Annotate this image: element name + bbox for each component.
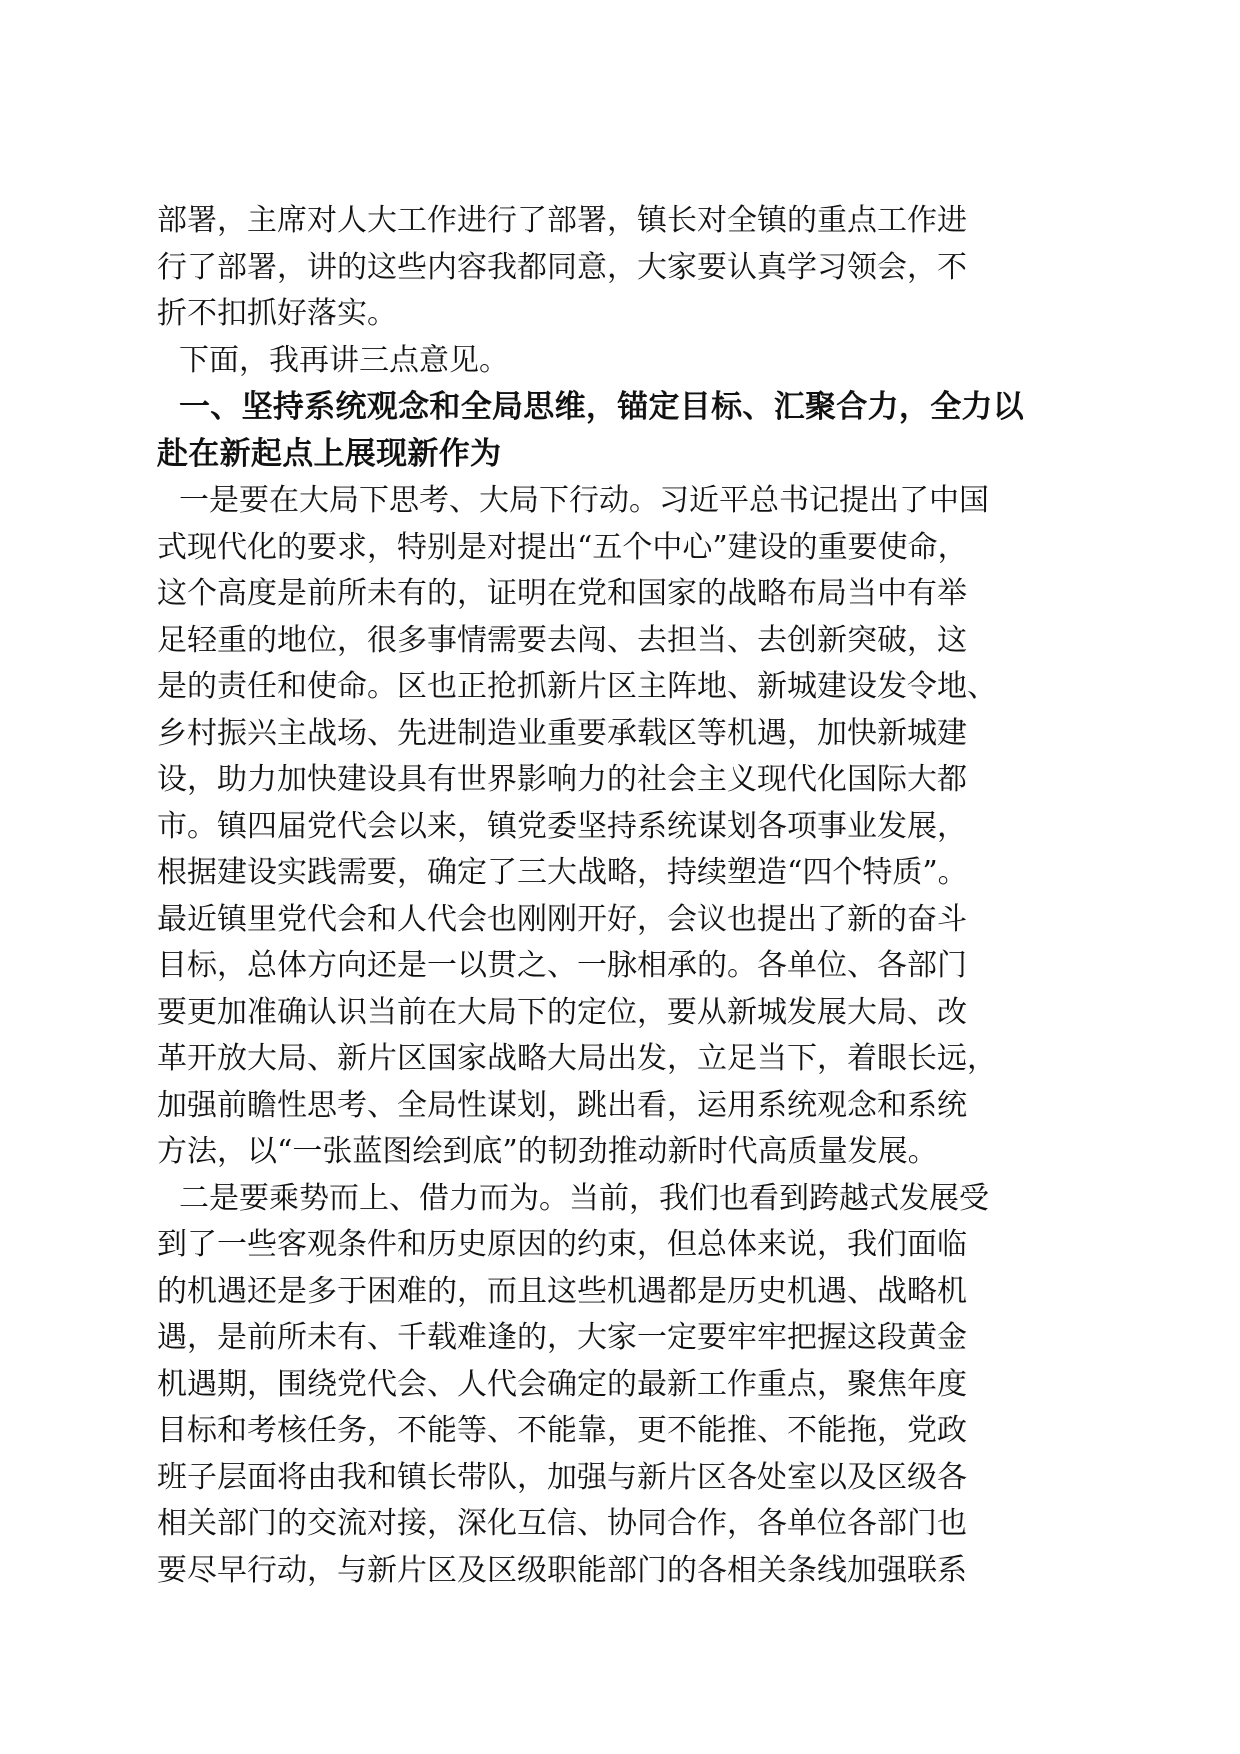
text-line: 足轻重的地位，很多事情需要去闯、去担当、去创新突破，这	[157, 622, 967, 658]
text-line: 遇，是前所未有、千载难逢的，大家一定要牢牢把握这段黄金	[157, 1320, 967, 1355]
paragraph-opening	[157, 198, 1087, 338]
text-line: 二是要乘势而上、借力而为。当前，我们也看到跨越式发展受	[179, 1180, 989, 1216]
text-line: 目标和考核任务，不能等、不能靠，更不能推、不能拖，党政	[157, 1413, 967, 1448]
document-body	[157, 198, 1087, 1594]
text-line: 式现代化的要求，特别是对提出“五个中心”建设的重要使命，	[157, 529, 968, 565]
text-line: 设，助力加快建设具有世界影响力的社会主义现代化国际大都	[157, 762, 967, 797]
text-line: 市。镇四届党代会以来，镇党委坚持系统谋划各项事业发展，	[157, 808, 967, 844]
paragraph-intro	[157, 338, 1087, 385]
text-line: 这个高度是前所未有的，证明在党和国家的战略布局当中有举	[157, 576, 967, 611]
text-line: 相关部门的交流对接，深化互信、协同合作，各单位各部门也	[157, 1506, 967, 1541]
text-line: 折不扣抓好落实。	[157, 296, 397, 331]
text-line: 下面，我再讲三点意见。	[179, 342, 509, 378]
text-line: 行了部署，讲的这些内容我都同意，大家要认真学习领会，不	[157, 249, 967, 285]
text-line: 一是要在大局下思考、大局下行动。习近平总书记提出了中国	[179, 483, 989, 518]
text-line: 班子层面将由我和镇长带队，加强与新片区各处室以及区级各	[157, 1459, 967, 1495]
paragraph-point-one	[157, 478, 1087, 1176]
text-line: 目标，总体方向还是一以贯之、一脉相承的。各单位、各部门	[157, 948, 967, 983]
text-line: 的机遇还是多于困难的，而且这些机遇都是历史机遇、战略机	[157, 1273, 967, 1309]
text-line: 最近镇里党代会和人代会也刚刚开好，会议也提出了新的奋斗	[157, 901, 967, 937]
text-line: 部署，主席对人大工作进行了部署，镇长对全镇的重点工作进	[157, 203, 967, 238]
text-line: 根据建设实践需要，确定了三大战略，持续塑造“四个特质”。	[157, 855, 968, 890]
text-line: 革开放大局、新片区国家战略大局出发，立足当下，着眼长远，	[157, 1041, 997, 1076]
text-line: 乡村振兴主战场、先进制造业重要承载区等机遇，加快新城建	[157, 715, 967, 751]
text-line: 到了一些客观条件和历史原因的约束，但总体来说，我们面临	[157, 1227, 967, 1262]
text-line: 机遇期，围绕党代会、人代会确定的最新工作重点，聚焦年度	[157, 1366, 967, 1402]
paragraph-point-two	[157, 1176, 1087, 1595]
text-line: 是的责任和使命。区也正抢抓新片区主阵地、新城建设发令地、	[157, 669, 997, 704]
section-heading	[157, 384, 1087, 478]
text-line: 加强前瞻性思考、全局性谋划，跳出看，运用系统观念和系统	[157, 1087, 967, 1123]
text-line: 要尽早行动，与新片区及区级职能部门的各相关条线加强联系	[157, 1552, 967, 1588]
text-line: 方法，以“一张蓝图绘到底”的韧劲推动新时代高质量发展。	[157, 1134, 938, 1169]
heading-line: 一、坚持系统观念和全局思维，锚定目标、汇聚合力，全力以	[179, 389, 1025, 425]
heading-line: 赴在新起点上展现新作为	[157, 436, 502, 472]
text-line: 要更加准确认识当前在大局下的定位，要从新城发展大局、改	[157, 994, 967, 1030]
